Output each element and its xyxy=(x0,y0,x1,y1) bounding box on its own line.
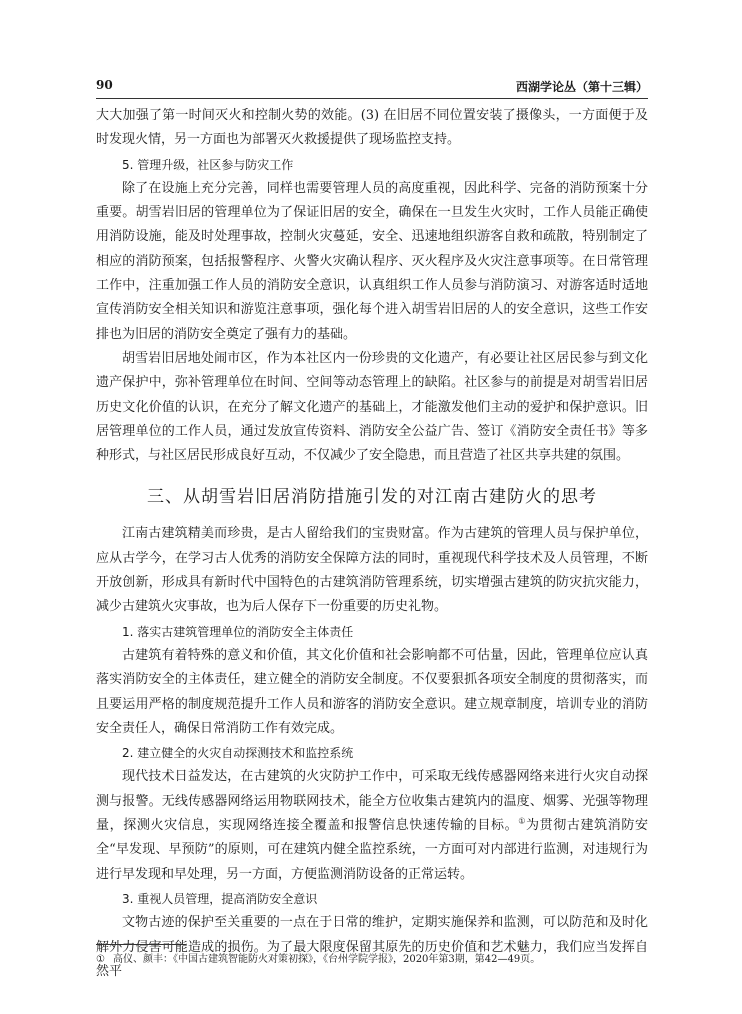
paragraph-3: 江南古建筑精美而珍贵，是古人留给我们的宝贵财富。作为古建筑的管理人员与保护单位，应从古学今，在学习古人优秀的消防安全保障方法的同时，重视现代科学技术及人员管理，不断开放创新，形成具有新时代中国特色的古建筑消防管理系统，切实增强古建筑的防灾抗灾能力，减少古建筑火灾事故，也为后人保存下一份重要的历史礼物。 xyxy=(96,526,648,615)
running-header xyxy=(96,78,648,99)
paragraph-2 xyxy=(96,765,648,886)
section-heading-3: 三、从胡雪岩旧居消防措施引发的对江南古建防火的思考 xyxy=(147,487,597,508)
paragraph-5a: 除了在设施上充分完善，同样也需要管理人员的高度重视，因此科学、完备的消防预案十分重要。胡雪岩旧居的管理单位为了保证旧居的安全，确保在一旦发生火灾时，工作人员能正确使用消防设施，能及时处理事故，控制火灾蔓延，安全、迅速地组织游客自救和疏散，特别制定了相应的消防预案，包括报警程序、火警火灾确认程序、灭火程序及火灾注意事项等。在日常管理工作中，注重加强工作人员的消防安全意识，认真组织工作人员参与消防演习、对游客适时适地宣传消防安全相关知识和游览注意事项，强化每个进入胡雪岩旧居的人的安全意识，这些工作安排也为旧居的消防安全奠定了强有力的基础。 xyxy=(96,180,648,342)
paragraph-continued: 大大加强了第一时间灭火和控制火势的效能。(3) 在旧居不同位置安装了摄像头，一方面便于及时发现火情，另一方面也为部署灭火救援提供了现场监控支持。 xyxy=(96,108,648,148)
subheading-2: 2. 建立健全的火灾自动探测技术和监控系统 xyxy=(122,746,354,761)
article-body xyxy=(96,104,648,984)
journal-title: 西湖学论丛（第十三辑） xyxy=(515,80,648,94)
paragraph-2-text-a: 现代技术日益发达，在古建筑的火灾防护工作中，可采取无线传感器网络来进行火灾自动探测与报警。无线传感器网络运用物联网技术，能全方位收集古建筑内的温度、烟雾、光强等物理量，探测火灾信息，实现网络连接全覆盖和报警信息快速传输的目标。 xyxy=(96,769,648,834)
footnote-text: 高仪、颜丰：《中国古建筑智能防火对策初探》，《台州学院学报》，2020年第3期，第42—49页。 xyxy=(112,954,541,965)
paragraph-3b: 文物古迹的保护至关重要的一点在于日常的维护，定期实施保养和监测，可以防范和及时化解外力侵害可能造成的损伤。为了最大限度保留其原先的历史价值和艺术魅力，我们应当发挥自然平 xyxy=(96,915,648,979)
footnote-ref[interactable]: ① xyxy=(518,816,527,826)
subheading-3: 3. 重视人员管理，提高消防安全意识 xyxy=(122,891,318,906)
subheading-1: 1. 落实古建筑管理单位的消防安全主体责任 xyxy=(122,624,354,639)
paragraph-2-text-b: 为贯彻古建筑消防安全“早发现、早预防”的原则，可在建筑内健全监控系统，一方面可对内部进行监测，对违规行为进行早发现和早处理，另一方面，方便监测消防设备的正常运转。 xyxy=(96,818,648,882)
page-number: 90 xyxy=(96,78,113,92)
paragraph-1: 古建筑有着特殊的意义和价值，其文化价值和社会影响都不可估量，因此，管理单位应认真落实消防安全的主体责任，建立健全的消防安全制度。不仅要狠抓各项安全制度的贯彻落实，而且要运用严格的制度规范提升工作人员和游客的消防安全意识。建立规章制度，培训专业的消防安全责任人，确保日常消防工作有效完成。 xyxy=(96,647,648,736)
footnote-mark: ① xyxy=(96,954,105,965)
footnote xyxy=(96,952,648,968)
subheading-5: 5. 管理升级，社区参与防灾工作 xyxy=(122,157,294,172)
paragraph-5b: 胡雪岩旧居地处闹市区，作为本社区内一份珍贵的文化遗产，有必要让社区居民参与到文化遗产保护中，弥补管理单位在时间、空间等动态管理上的缺陷。社区参与的前提是对胡雪岩旧居历史文化价值的认识，在充分了解文化遗产的基础上，才能激发他们主动的爱护和保护意识。旧居管理单位的工作人员，通过发放宣传资料、消防安全公益广告、签订《消防安全责任书》等多种形式，与社区居民形成良好互动，不仅减少了安全隐患，而且营造了社区共享共建的氛围。 xyxy=(96,350,648,464)
footnote-divider xyxy=(96,944,186,945)
